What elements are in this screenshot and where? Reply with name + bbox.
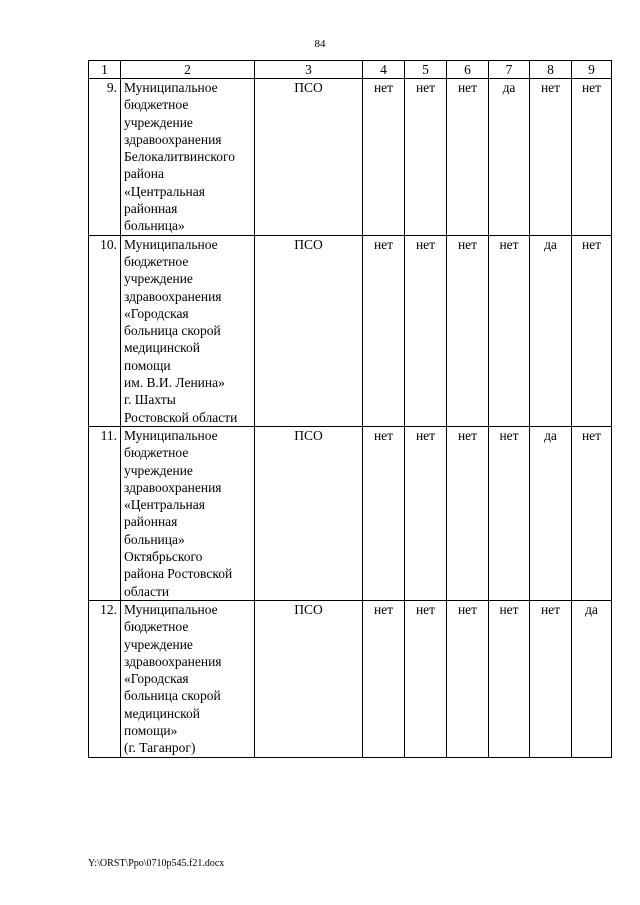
institution-name-line: г. Шахты <box>124 392 176 408</box>
institution-name-line: учреждение <box>124 114 193 130</box>
header-cell: 8 <box>530 61 572 79</box>
table-header-row <box>89 61 612 79</box>
value-cell: да <box>530 426 572 600</box>
institution-name-cell <box>121 79 255 236</box>
row-number-cell: 10. <box>89 235 121 426</box>
institution-name-cell <box>121 600 255 757</box>
header-cell: 7 <box>489 61 530 79</box>
value-cell: нет <box>447 235 489 426</box>
row-number-cell: 12. <box>89 600 121 757</box>
table-row <box>89 79 612 236</box>
institution-name-line: Муниципальное <box>124 80 218 95</box>
table-row <box>89 235 612 426</box>
institution-name-line: Муниципальное <box>124 601 218 617</box>
header-cell: 4 <box>363 61 405 79</box>
institution-name-line: Белокалитвинского <box>124 149 235 165</box>
institution-name-line: медицинской <box>124 340 200 356</box>
institution-name-line: «Центральная <box>124 497 205 513</box>
table-row <box>89 600 612 757</box>
institution-name-line: бюджетное <box>124 619 189 635</box>
type-cell: ПСО <box>255 426 363 600</box>
data-table <box>88 60 612 758</box>
header-cell: 5 <box>405 61 447 79</box>
value-cell: нет <box>489 600 530 757</box>
institution-name-line: медицинской <box>124 705 200 721</box>
institution-name-line: района <box>124 166 164 182</box>
institution-name-line: «Городская <box>124 671 189 687</box>
institution-name-line: им. В.И. Ленина» <box>124 375 225 391</box>
institution-name-line: Муниципальное <box>124 236 218 252</box>
type-cell: ПСО <box>255 600 363 757</box>
institution-name-line: Ростовской области <box>124 409 238 425</box>
value-cell: нет <box>489 426 530 600</box>
value-cell: нет <box>489 235 530 426</box>
header-cell: 6 <box>447 61 489 79</box>
institution-name-line: здравоохранения <box>124 288 222 304</box>
institution-name-line: учреждение <box>124 636 193 652</box>
type-cell: ПСО <box>255 235 363 426</box>
value-cell: нет <box>572 235 612 426</box>
institution-name-line: бюджетное <box>124 445 189 461</box>
institution-name-cell <box>121 235 255 426</box>
header-cell: 1 <box>89 61 121 79</box>
institution-name-line: бюджетное <box>124 253 189 269</box>
row-number-cell: 11. <box>89 426 121 600</box>
institution-name-line: районная <box>124 201 178 217</box>
value-cell: нет <box>530 600 572 757</box>
value-cell: нет <box>363 426 405 600</box>
header-cell: 9 <box>572 61 612 79</box>
institution-name-cell <box>121 426 255 600</box>
value-cell: нет <box>363 79 405 236</box>
institution-name-line: районная <box>124 514 178 530</box>
page-number: 84 <box>314 38 326 50</box>
value-cell: нет <box>572 426 612 600</box>
header-cell: 3 <box>255 61 363 79</box>
institution-name-line: здравоохранения <box>124 653 222 669</box>
value-cell: нет <box>447 600 489 757</box>
value-cell: нет <box>447 79 489 236</box>
institution-name-line: больница скорой <box>124 688 221 704</box>
value-cell: нет <box>572 79 612 236</box>
institution-name-line: помощи <box>124 357 171 373</box>
institution-name-line: района Ростовской <box>124 566 233 582</box>
institution-name-line: области <box>124 583 170 599</box>
institution-name-line: Октябрьского <box>124 549 203 565</box>
footer-file-path: Y:\ORST\Ppo\0710p545.f21.docx <box>88 858 225 869</box>
type-cell: ПСО <box>255 79 363 236</box>
institution-name-line: (г. Таганрог) <box>124 740 196 756</box>
table-row <box>89 426 612 600</box>
value-cell: нет <box>405 235 447 426</box>
value-cell: нет <box>530 79 572 236</box>
institution-name-line: бюджетное <box>124 97 189 113</box>
value-cell: да <box>530 235 572 426</box>
institution-name-line: здравоохранения <box>124 479 222 495</box>
value-cell: нет <box>363 235 405 426</box>
row-number-cell: 9. <box>89 79 121 236</box>
institution-name-line: учреждение <box>124 271 193 287</box>
institution-name-line: «Центральная <box>124 183 205 199</box>
value-cell: нет <box>405 79 447 236</box>
institution-name-line: учреждение <box>124 462 193 478</box>
institution-name-line: здравоохранения <box>124 131 222 147</box>
value-cell: нет <box>405 426 447 600</box>
value-cell: нет <box>363 600 405 757</box>
institution-name-line: Муниципальное <box>124 427 218 443</box>
institution-name-line: «Городская <box>124 305 189 321</box>
institution-name-line: больница» <box>124 531 185 547</box>
institution-name-line: больница» <box>124 218 185 234</box>
header-cell: 2 <box>121 61 255 79</box>
value-cell: нет <box>405 600 447 757</box>
institution-name-line: помощи» <box>124 722 178 738</box>
value-cell: нет <box>447 426 489 600</box>
value-cell: да <box>572 600 612 757</box>
value-cell: да <box>489 79 530 236</box>
institution-name-line: больница скорой <box>124 323 221 339</box>
